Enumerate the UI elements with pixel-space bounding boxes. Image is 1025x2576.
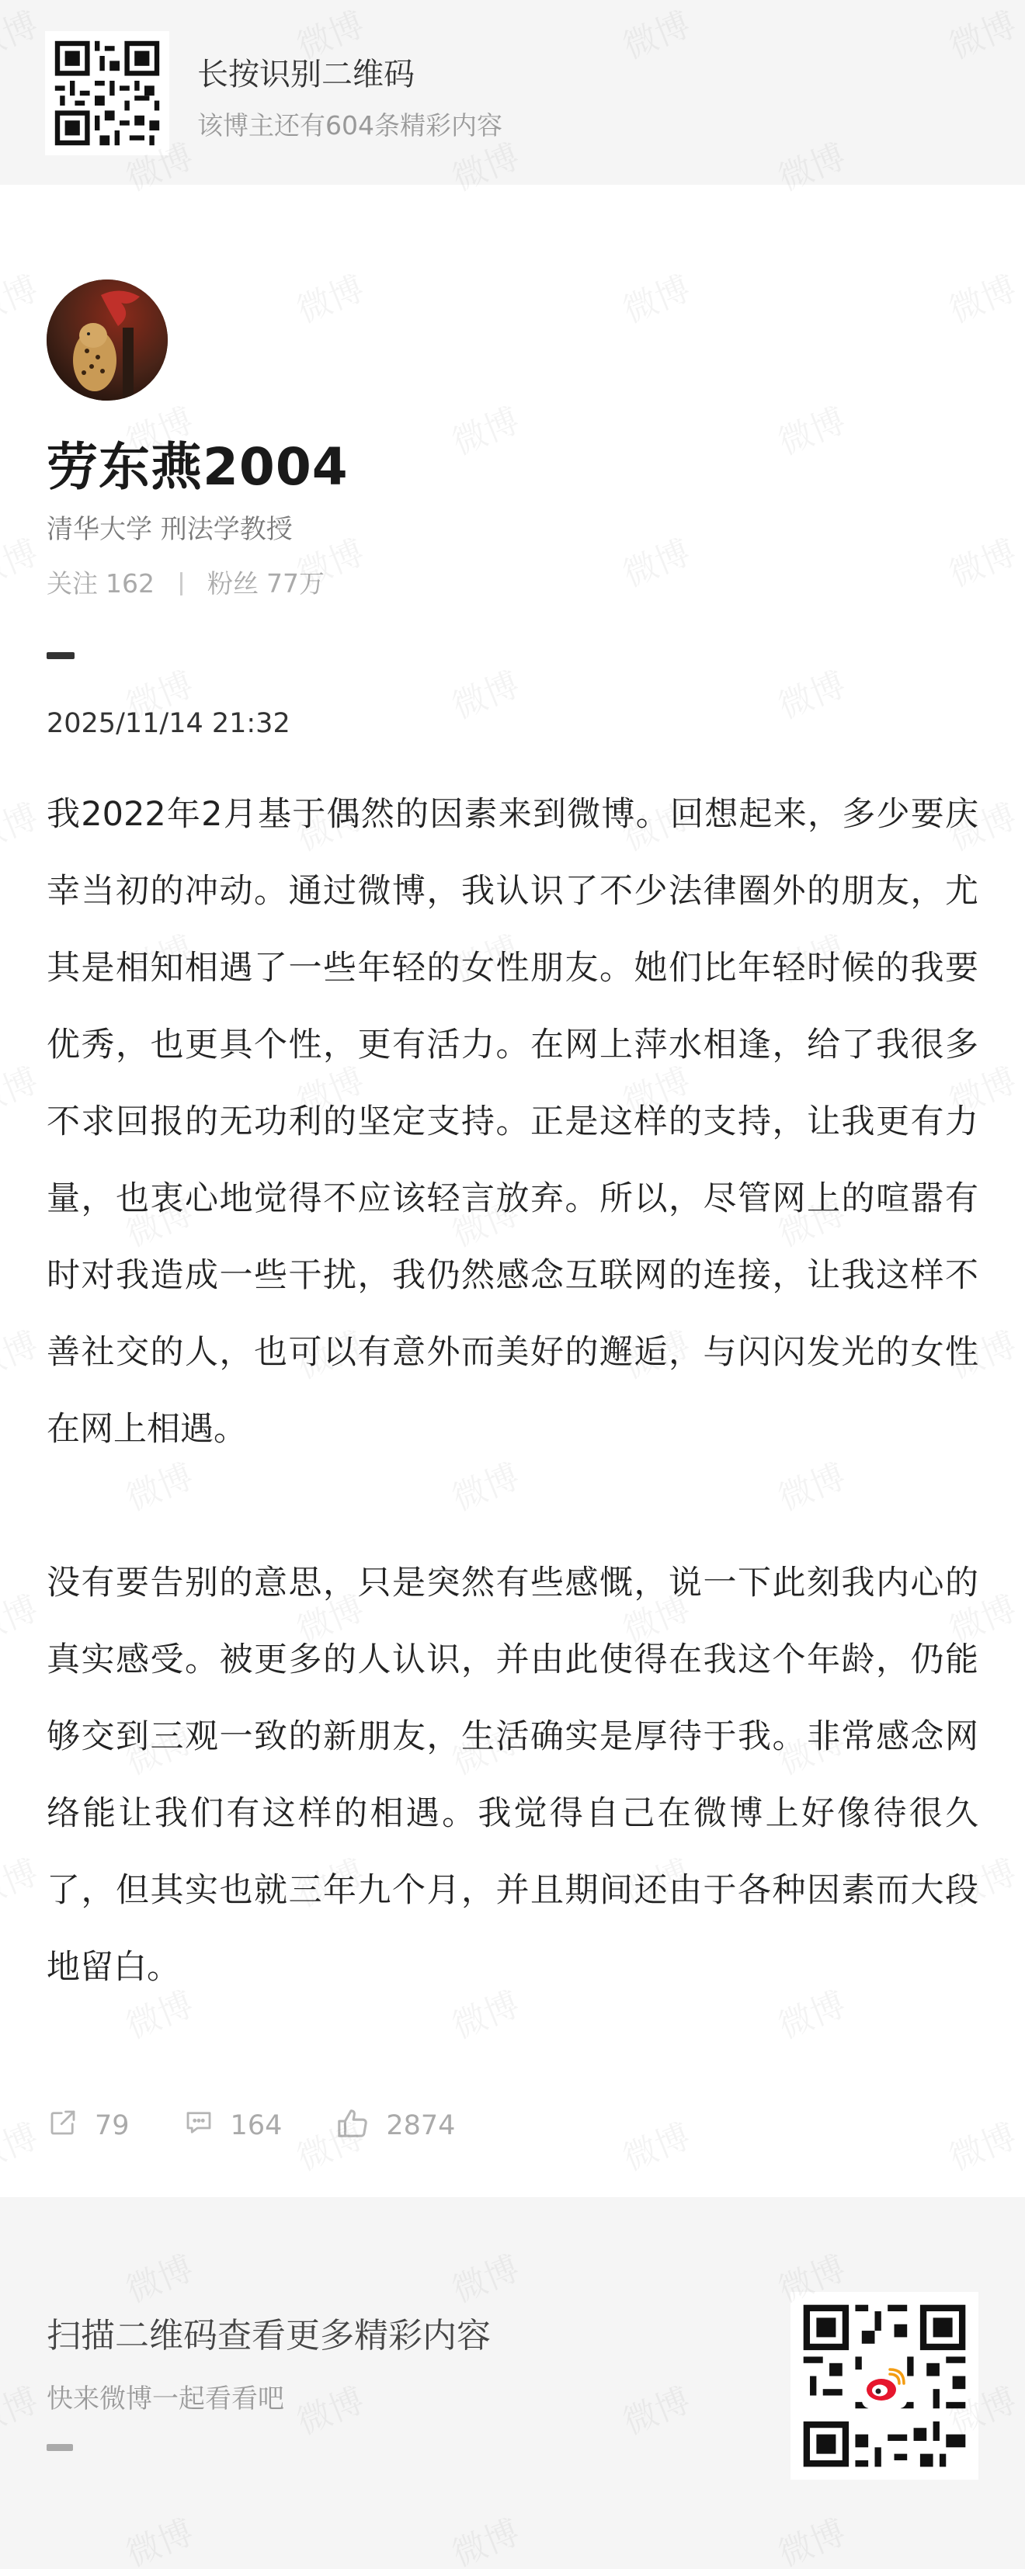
post-paragraph: 我2022年2月基于偶然的因素来到微博。回想起来，多少要庆幸当初的冲动。通过微博，我认识了不少法律圈外的朋友，尤其是相知相遇了一些年轻的女性朋友。她们比年轻时候的我要优秀，也更具个性，更有活力。在网上萍水相逢，给了我很多不求回报的无功利的坚定支持。正是这样的支持，让我更有力量，也衷心地觉得不应该轻言放弃。所以，尽管网上的喧嚣有时对我造成一些干扰，我仍然感念互联网的连接，让我这样不善社交的人，也可以有意外而美好的邂逅，与闪闪发光的女性在网上相遇。 <box>47 795 978 1449</box>
watermark <box>614 261 697 332</box>
watermark <box>0 1581 44 1652</box>
watermark <box>0 789 44 860</box>
post-date: 2025/11/14 21:32 <box>47 708 290 739</box>
comment-button[interactable] <box>182 2106 283 2146</box>
watermark <box>0 1845 44 1916</box>
banner-title: 长按识别二维码 <box>197 57 415 92</box>
repost-count: 79 <box>95 2110 130 2141</box>
watermark <box>770 393 852 464</box>
comment-icon <box>182 2106 231 2146</box>
banner-subtitle: 该博主还有604条精彩内容 <box>197 110 502 141</box>
following-count: 162 <box>106 568 155 599</box>
watermark <box>288 261 370 332</box>
post-body <box>47 776 978 2006</box>
like-button[interactable] <box>335 2106 455 2146</box>
watermark <box>770 657 852 728</box>
followers-label: 粉丝 <box>207 568 259 599</box>
post-paragraph: 没有要告别的意思，只是突然有些感慨，说一下此刻我内心的真实感受。被更多的人认识，并由此使得在我这个年龄，仍能够交到三观一致的新朋友，生活确实是厚待于我。非常感念网络能让我们有这样的相遇。我觉得自己在微博上好像待很久了，但其实也就三年九个月，并且期间还由于各种因素而大段地留白。 <box>47 1564 978 1987</box>
qr-code-icon[interactable] <box>45 31 169 155</box>
watermark <box>940 525 1023 596</box>
repost-button[interactable] <box>47 2106 130 2146</box>
avatar[interactable] <box>47 279 168 401</box>
post-actions <box>47 2102 508 2149</box>
watermark <box>940 261 1023 332</box>
followers-count: 77万 <box>266 568 325 599</box>
watermark <box>614 2109 697 2180</box>
watermark <box>0 261 44 332</box>
watermark <box>940 2109 1023 2180</box>
weibo-logo-icon <box>862 2363 907 2408</box>
footer-divider <box>47 2444 73 2451</box>
watermark <box>0 1053 44 1124</box>
qr-code-icon[interactable] <box>790 2292 978 2480</box>
username[interactable]: 劳东燕2004 <box>47 437 349 497</box>
following-label: 关注 <box>47 568 98 599</box>
comment-count: 164 <box>230 2110 283 2141</box>
watermark <box>443 657 526 728</box>
footer-title: 扫描二维码查看更多精彩内容 <box>47 2316 491 2356</box>
footer-qr-section <box>0 2197 1025 2569</box>
watermark <box>0 2109 44 2180</box>
watermark <box>614 525 697 596</box>
watermark <box>0 525 44 596</box>
user-bio: 清华大学 刑法学教授 <box>47 514 293 545</box>
qr-banner[interactable] <box>0 0 1025 185</box>
watermark <box>0 1317 44 1388</box>
stats-divider <box>180 572 182 595</box>
like-count: 2874 <box>386 2110 456 2141</box>
like-icon <box>335 2106 386 2146</box>
section-divider <box>47 652 75 659</box>
user-stats <box>47 564 325 600</box>
repost-icon <box>47 2106 95 2146</box>
footer-subtitle: 快来微博一起看看吧 <box>47 2383 284 2415</box>
watermark <box>443 393 526 464</box>
